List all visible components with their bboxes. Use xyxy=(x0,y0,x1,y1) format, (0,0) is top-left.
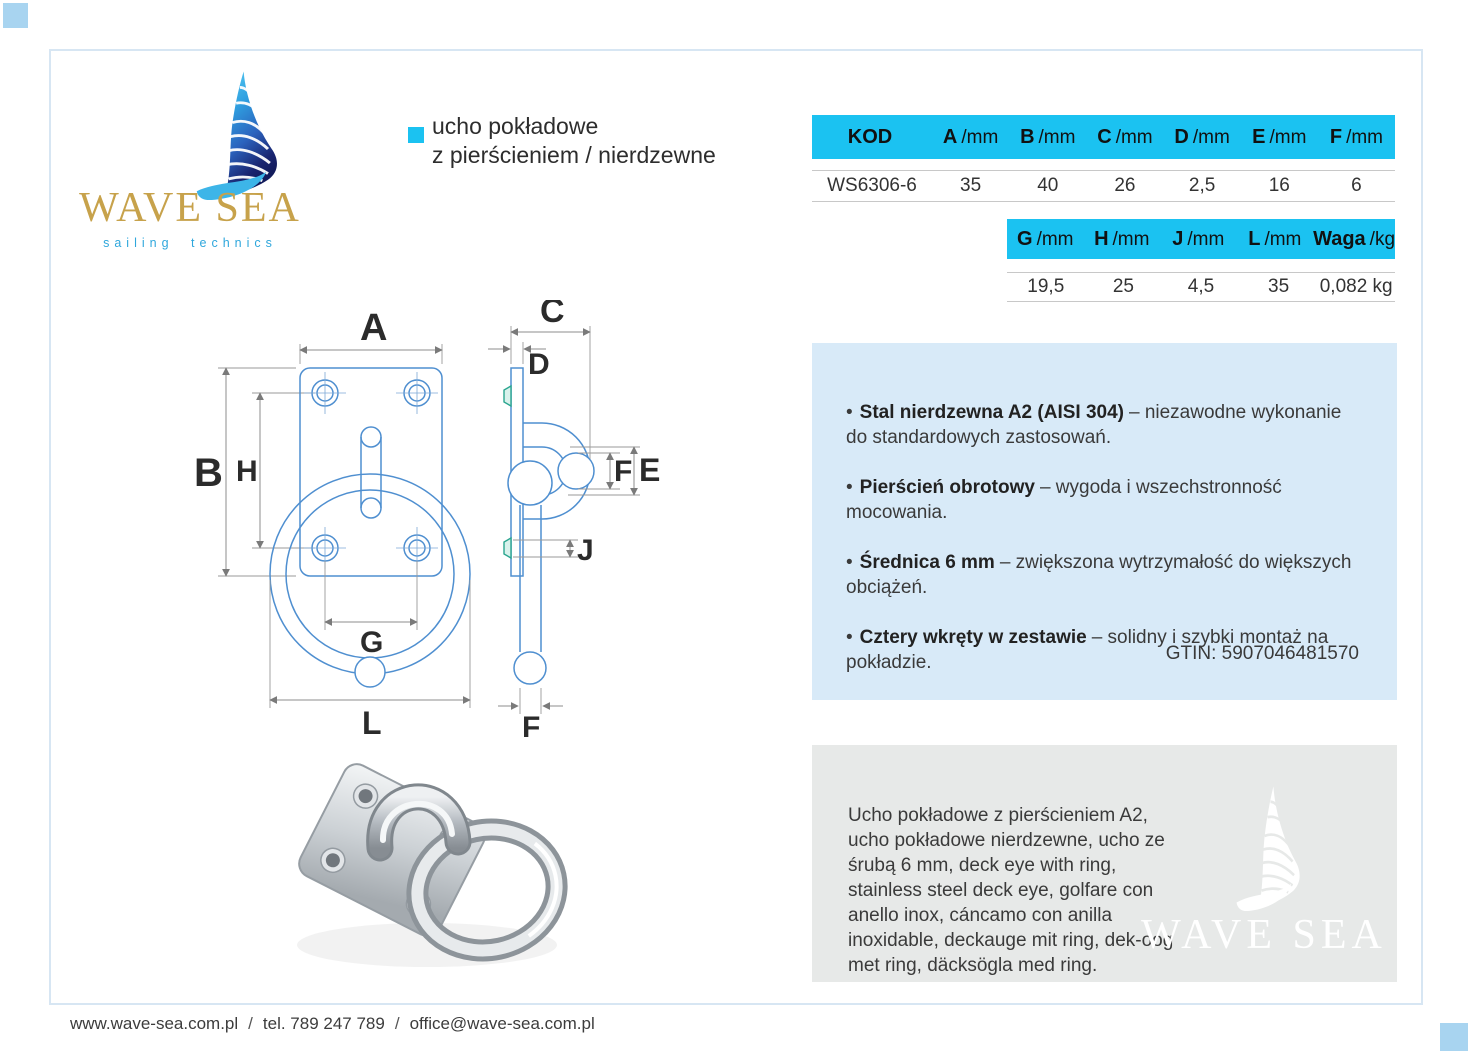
footer-separator: / xyxy=(394,1014,400,1033)
dim-label-a: A xyxy=(360,307,388,349)
dim-label-j: J xyxy=(577,534,594,567)
description-panel xyxy=(812,745,1397,982)
technical-drawing xyxy=(180,300,660,740)
title-bullet-square xyxy=(408,127,424,143)
cell-j-value: 4,5 xyxy=(1187,276,1215,297)
ring-side xyxy=(508,453,594,684)
features-panel xyxy=(812,343,1397,700)
feature-item-ring: • Pierścień obrotowy – wygoda i wszechstronność mocowania. xyxy=(846,477,1282,523)
cell-g-value: 19,5 xyxy=(1027,276,1065,297)
spec-table-primary xyxy=(812,115,1395,202)
cell-h-value: 25 xyxy=(1112,276,1134,297)
header-cell-g: G /mm xyxy=(1017,227,1074,250)
feature-item-diameter: • Średnica 6 mm – zwiększona wytrzymałość do większych obciążeń. xyxy=(846,552,1352,598)
countersunk-screw-top xyxy=(504,386,511,406)
countersunk-screw-bottom xyxy=(504,538,511,558)
footer-website: www.wave-sea.com.pl xyxy=(70,1014,239,1033)
footer-separator: / xyxy=(248,1014,253,1033)
header-cell-j: J /mm xyxy=(1172,227,1225,250)
product-title xyxy=(432,112,716,170)
spec-table-primary-header xyxy=(812,115,1395,159)
brand-logo xyxy=(68,56,312,256)
corner-accent-square-bottom-right xyxy=(1440,1023,1468,1051)
header-cell-f: F /mm xyxy=(1329,125,1384,148)
product-title-line1: ucho pokładowe xyxy=(432,113,599,139)
cell-e-value: 16 xyxy=(1268,175,1290,196)
cell-f-value: 6 xyxy=(1351,175,1362,196)
gtin-code: GTIN: 5907046481570 xyxy=(1165,643,1359,664)
dim-label-d: D xyxy=(528,348,550,381)
dim-label-f-bottom: F xyxy=(522,711,541,740)
header-cell-kod: KOD xyxy=(847,125,893,148)
watermark-sail-icon xyxy=(1210,783,1328,911)
multilingual-description: Ucho pokładowe z pierścieniem A2, ucho pokładowe nierdzewne, ucho ze śrubą 6 mm, deck eye with ring, stainless steel deck eye, golfare con anello inox, cáncamo con anilla inoxidable, deckauge mit ring, dek-oog met ring, däcksögla med ring. xyxy=(848,805,1174,976)
cell-c-value: 26 xyxy=(1114,175,1136,196)
feature-item-material: • Stal nierdzewna A2 (AISI 304) – niezawodne wykonanie do standardowych zastosowań. xyxy=(846,402,1342,448)
header-cell-e: E /mm xyxy=(1252,125,1307,148)
footer-phone: tel. 789 247 789 xyxy=(262,1014,385,1033)
screw-holes-front xyxy=(304,372,438,569)
spec-table-secondary-row xyxy=(1007,272,1395,302)
product-photo xyxy=(262,740,592,985)
cell-l-value: 35 xyxy=(1268,276,1290,297)
cell-a-value: 35 xyxy=(960,175,982,196)
feature-item-screws: • Cztery wkręty w zestawie – solidny i szybki montaż na pokładzie. xyxy=(846,627,1329,673)
corner-accent-square-top-left xyxy=(3,3,28,28)
spec-table-primary-row xyxy=(812,170,1395,202)
header-cell-a: A /mm xyxy=(942,125,999,148)
dim-label-l: L xyxy=(362,705,382,740)
product-title-line2: z pierścieniem / nierdzewne xyxy=(432,142,716,168)
dim-label-g: G xyxy=(360,626,384,659)
cell-b-value: 40 xyxy=(1037,175,1059,196)
eye-slot-front xyxy=(361,427,381,518)
cell-d-value: 2,5 xyxy=(1188,175,1216,196)
header-cell-c: C /mm xyxy=(1097,125,1153,148)
header-cell-h: H /mm xyxy=(1094,227,1150,250)
dim-label-c: C xyxy=(540,300,565,330)
brand-tagline: sailing technics xyxy=(103,236,277,250)
footer-email: office@wave-sea.com.pl xyxy=(409,1014,595,1033)
dim-label-h: H xyxy=(236,455,258,488)
header-cell-waga: Waga /kg xyxy=(1313,227,1396,250)
header-cell-d: D /mm xyxy=(1174,125,1230,148)
cell-kod-value: WS6306-6 xyxy=(827,175,917,196)
header-cell-b: B /mm xyxy=(1020,125,1076,148)
dim-label-f-side: F xyxy=(614,455,633,488)
footer-contacts xyxy=(70,1014,595,1034)
cell-waga-value: 0,082 kg xyxy=(1319,276,1393,297)
sail-logo-icon xyxy=(163,68,313,200)
spec-table-secondary xyxy=(1007,219,1395,302)
brand-name: WAVE SEA xyxy=(79,185,301,231)
spec-table-secondary-header xyxy=(1007,219,1395,259)
dim-label-e: E xyxy=(639,452,660,488)
watermark-brand-name: WAVE SEA xyxy=(1141,912,1387,958)
header-cell-l: L /mm xyxy=(1248,227,1302,250)
dim-label-b: B xyxy=(194,451,223,495)
